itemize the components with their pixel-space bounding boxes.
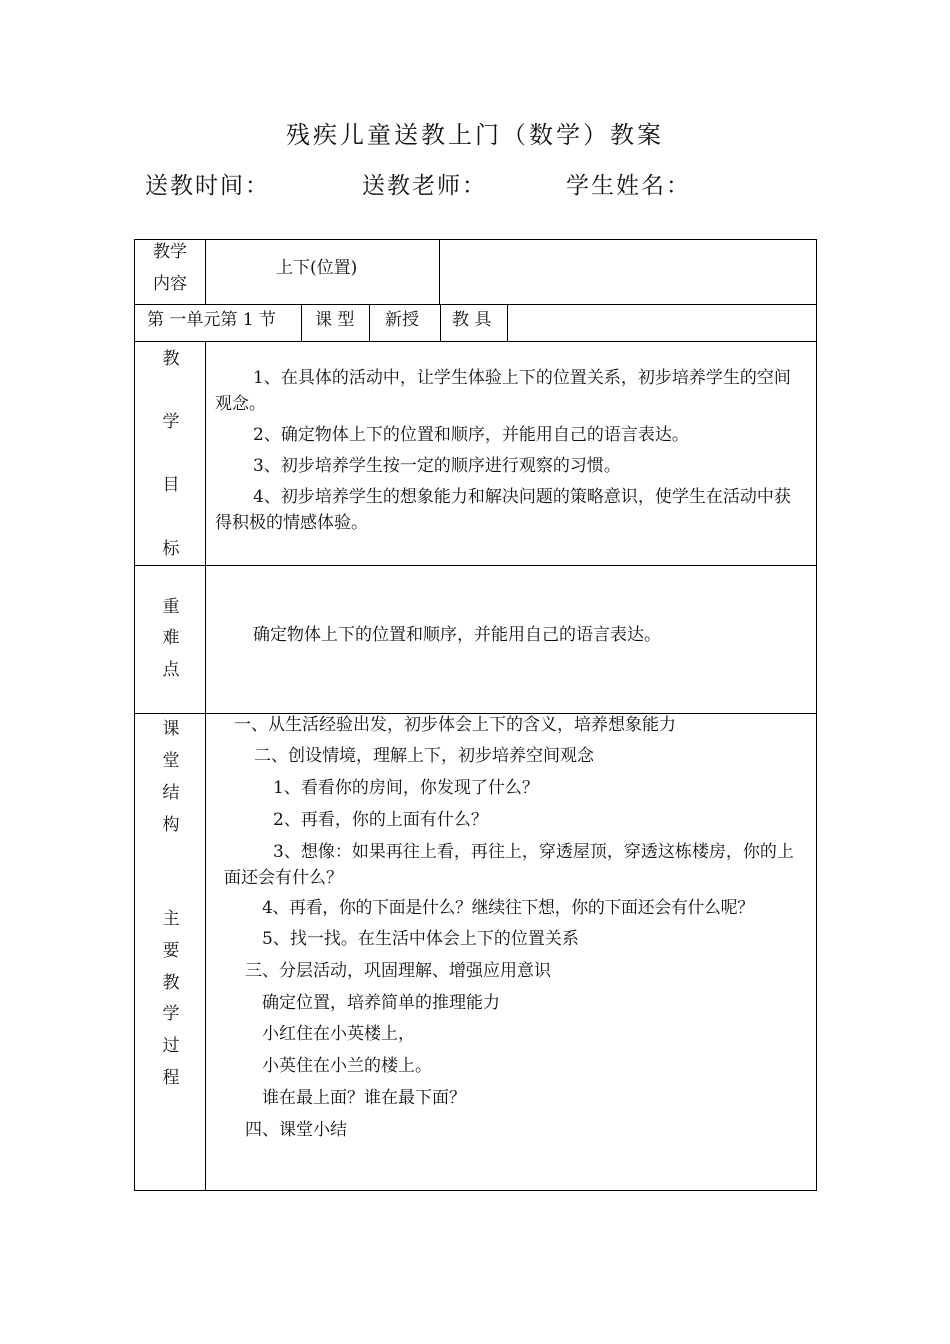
process-line: 谁在最上面？谁在最下面？ (262, 1088, 466, 1108)
process-label-char: 主 (162, 909, 180, 929)
unit-section: 第 一单元第 1 节 (147, 310, 277, 330)
process-label-char: 课 (162, 719, 180, 739)
table-rule (439, 239, 440, 304)
key-points-label-char: 点 (162, 660, 180, 680)
content-label-line1: 教学 (153, 242, 187, 262)
process-line: 1、看看你的房间，你发现了什么？ (273, 778, 539, 798)
lesson-content: 上下(位置) (276, 258, 358, 278)
process-label-char: 过 (162, 1036, 180, 1056)
objective-item: 4、初步培养学生的想象能力和解决问题的策略意识，使学生在活动中获得积极的情感体验。 (215, 487, 791, 533)
table-rule (440, 304, 441, 341)
objective-item: 3、初步培养学生按一定的顺序进行观察的习惯。 (253, 456, 621, 476)
objectives-label-char: 学 (162, 412, 180, 432)
send-teacher-label: 送教老师： (362, 173, 487, 199)
process-line: 确定位置，培养简单的推理能力 (262, 993, 500, 1013)
process-label-char: 堂 (162, 751, 180, 771)
process-label-char: 学 (162, 1004, 180, 1024)
table-rule (205, 239, 206, 304)
send-time-label: 送教时间： (145, 173, 270, 199)
objectives-label-char: 教 (162, 349, 180, 369)
objectives-label-char: 目 (162, 475, 180, 495)
key-points-label-char: 难 (162, 628, 180, 648)
process-line: 二、创设情境，理解上下，初步培养空间观念 (254, 746, 594, 766)
process-label-char: 要 (162, 941, 180, 961)
process-line: 一、从生活经验出发，初步体会上下的含义，培养想象能力 (234, 715, 676, 735)
process-line: 2、再看，你的上面有什么？ (273, 810, 488, 830)
key-points-label-char: 重 (162, 597, 180, 617)
objective-item: 2、确定物体上下的位置和顺序，并能用自己的语言表达。 (253, 425, 689, 445)
table-rule (205, 341, 206, 1191)
key-points-text: 确定物体上下的位置和顺序，并能用自己的语言表达。 (253, 625, 661, 645)
lesson-type-value: 新授 (385, 310, 419, 330)
table-rule (134, 304, 817, 305)
teaching-tools-label: 教 具 (452, 310, 492, 330)
table-rule (507, 304, 508, 341)
content-label-line2: 内容 (153, 274, 187, 294)
process-label-char: 构 (162, 815, 180, 835)
table-rule (134, 341, 817, 342)
lesson-type-label: 课 型 (315, 310, 355, 330)
process-label-char: 结 (162, 783, 180, 803)
process-line: 小英住在小兰的楼上。 (262, 1056, 432, 1076)
process-line: 4、再看，你的下面是什么？继续往下想，你的下面还会有什么呢？ (262, 898, 754, 918)
process-label-char: 教 (162, 973, 180, 993)
process-line: 5、找一找。在生活中体会上下的位置关系 (262, 929, 579, 949)
process-line: 四、课堂小结 (245, 1120, 347, 1140)
process-line: 三、分层活动，巩固理解、增强应用意识 (245, 961, 551, 981)
student-name-label: 学生姓名： (566, 173, 691, 199)
objective-item: 1、在具体的活动中，让学生体验上下的位置关系，初步培养学生的空间观念。 (215, 368, 791, 414)
document-title: 残疾儿童送教上门（数学）教案 (286, 121, 664, 149)
table-rule (369, 304, 370, 341)
process-line: 小红住在小英楼上， (262, 1024, 415, 1044)
process-label-char: 程 (162, 1068, 180, 1088)
objectives-label-char: 标 (162, 539, 180, 559)
table-rule (134, 565, 817, 566)
table-rule (301, 304, 302, 341)
process-line: 3、想像：如果再往上看，再往上，穿透屋顶，穿透这栋楼房，你的上面还会有什么？ (224, 842, 794, 888)
